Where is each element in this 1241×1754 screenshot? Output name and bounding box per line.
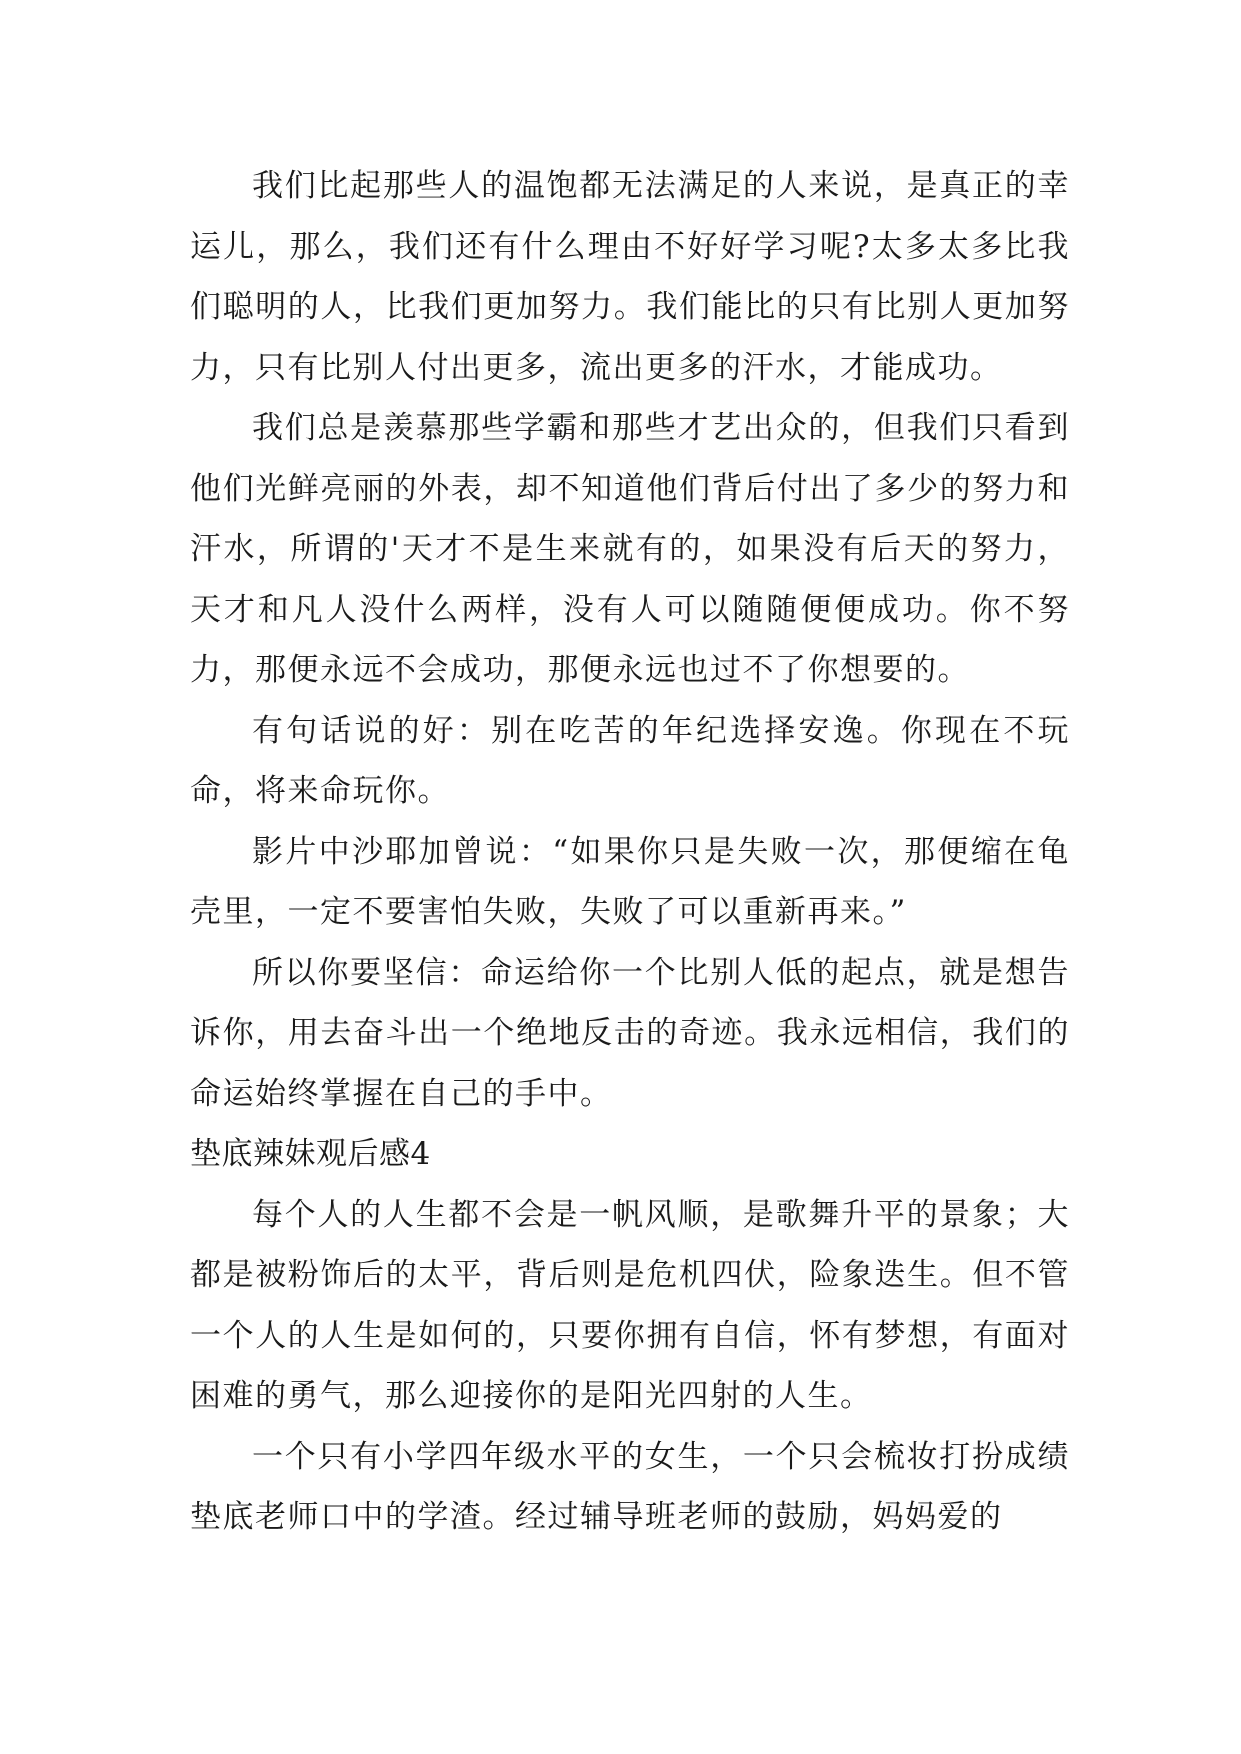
section-heading: 垫底辣妹观后感4 xyxy=(190,1136,431,1172)
paragraph-5: 所以你要坚信：命运给你一个比别人低的起点，就是想告诉你，用去奋斗出一个绝地反击的奇迹。我永远相信，我们的命运始终掌握在自己的手中。 xyxy=(190,954,1070,1112)
paragraph-2: 我们总是羡慕那些学霸和那些才艺出众的，但我们只看到他们光鲜亮丽的外表，却不知道他们背后付出了多少的努力和汗水，所谓的'天才不是生来就有的，如果没有后天的努力，天才和凡人没什么两样，没有人可以随随便便成功。你不努力，那便永远不会成功，那便永远也过不了你想要的。 xyxy=(190,410,1070,688)
paragraph-1: 我们比起那些人的温饱都无法满足的人来说，是真正的幸运儿，那么，我们还有什么理由不好好学习呢?太多太多比我们聪明的人，比我们更加努力。我们能比的只有比别人更加努力，只有比别人付出更多，流出更多的汗水，才能成功。 xyxy=(190,168,1070,386)
paragraph-7: 一个只有小学四年级水平的女生，一个只会梳妆打扮成绩垫底老师口中的学渣。经过辅导班老师的鼓励，妈妈爱的 xyxy=(190,1438,1070,1535)
paragraph-6: 每个人的人生都不会是一帆风顺，是歌舞升平的景象；大都是被粉饰后的太平，背后则是危机四伏，险象迭生。但不管一个人的人生是如何的，只要你拥有自信，怀有梦想，有面对困难的勇气，那么迎接你的是阳光四射的人生。 xyxy=(190,1196,1070,1414)
paragraph-3: 有句话说的好：别在吃苦的年纪选择安逸。你现在不玩命，将来命玩你。 xyxy=(190,712,1070,809)
paragraph-4: 影片中沙耶加曾说：“如果你只是失败一次，那便缩在龟壳里，一定不要害怕失败，失败了可以重新再来。” xyxy=(190,833,1070,930)
document-body xyxy=(190,156,1070,1548)
